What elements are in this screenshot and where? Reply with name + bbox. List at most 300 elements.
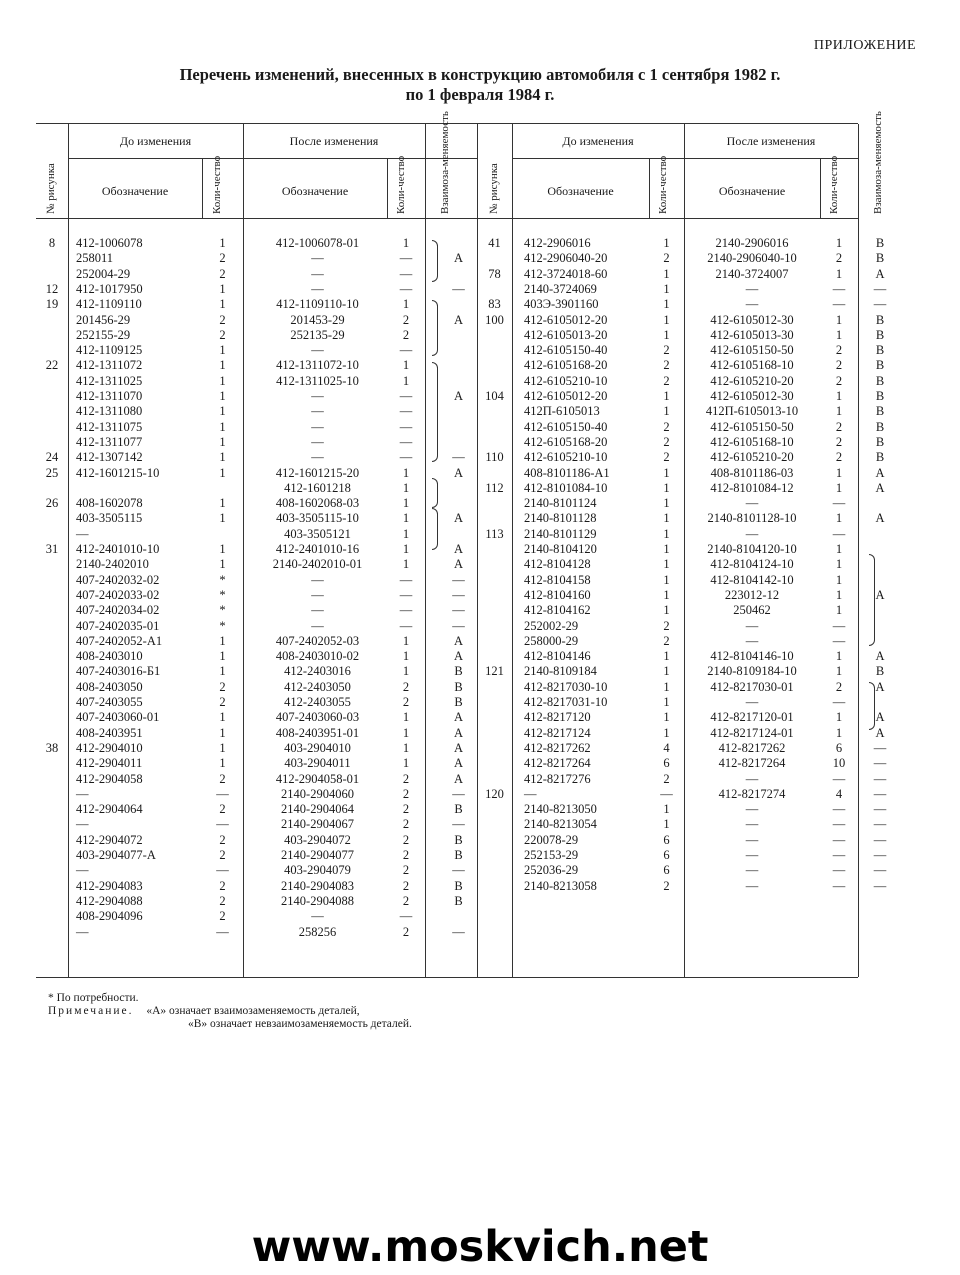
left-old-designation: 412-2904010 — [76, 740, 143, 755]
left-old-designation: 412-1311075 — [76, 419, 143, 434]
right-new-qty: 2 — [835, 373, 843, 388]
left-new-qty: — — [399, 572, 413, 587]
right-interchangeability: В — [875, 373, 885, 388]
left-new-designation: 2140-2402010-01 — [272, 557, 363, 572]
left-old-designation: 2140-2402010 — [76, 557, 149, 572]
right-new-qty: 1 — [835, 725, 843, 740]
left-interchangeability: В — [454, 679, 463, 694]
right-old-designation: 2140-8101128 — [524, 511, 597, 526]
left-old-designation: 201456-29 — [76, 312, 131, 327]
right-new-designation: — — [745, 496, 759, 511]
left-new-qty: — — [399, 434, 413, 449]
right-new-qty: 1 — [835, 266, 843, 281]
left-interchangeability: А — [453, 542, 464, 556]
left-new-designation: — — [311, 618, 324, 633]
right-fig-no: 78 — [488, 266, 501, 281]
left-fig-no: 24 — [45, 450, 59, 465]
left-new-qty: 1 — [402, 496, 410, 511]
left-interchangeability: — — [452, 863, 465, 878]
right-new-qty: 1 — [835, 572, 843, 587]
left-old-qty: 1 — [219, 710, 226, 725]
right-new-qty: — — [832, 878, 846, 893]
qty-header: Коли-чество — [657, 155, 669, 214]
right-old-designation: 412-8217264 — [524, 756, 591, 771]
left-old-qty: 2 — [219, 695, 226, 709]
left-new-designation: 412-1601215-20 — [275, 465, 360, 480]
left-new-qty: 2 — [402, 817, 410, 832]
left-old-qty: 2 — [219, 771, 226, 786]
right-new-designation: 412-8217030-01 — [710, 679, 794, 694]
title-line-1: Перечень изменений, внесенных в конструкцию автомобиля с 1 сентября 1982 г. — [179, 65, 781, 84]
right-old-designation: 2140-8213058 — [524, 878, 597, 893]
left-interchangeability: — — [452, 817, 465, 832]
right-old-qty: — — [660, 786, 673, 801]
left-new-qty: — — [399, 251, 413, 266]
right-new-qty: 2 — [835, 450, 843, 465]
left-old-designation: 412-1307142 — [76, 450, 143, 465]
right-old-qty: 2 — [663, 771, 670, 786]
left-old-designation: — — [76, 786, 89, 801]
right-old-designation: 2140-8213050 — [524, 802, 597, 817]
right-new-qty: 1 — [835, 557, 843, 572]
left-new-qty: 2 — [402, 679, 410, 694]
left-fig-no: 25 — [45, 465, 59, 480]
left-old-qty: 1 — [219, 434, 226, 449]
right-old-designation: 412-8104146 — [524, 649, 591, 664]
right-new-qty: 1 — [835, 312, 843, 327]
right-new-designation: 250462 — [733, 603, 771, 618]
left-new-qty: 1 — [402, 756, 410, 771]
right-old-qty: 1 — [663, 649, 670, 664]
left-new-designation: 412-2904058-01 — [275, 771, 360, 786]
left-fig-no: 12 — [45, 281, 59, 296]
left-interchangeability: А — [453, 725, 464, 740]
note-a: «А» означает взаимозаменяемость деталей, — [146, 1005, 360, 1017]
left-old-qty: 1 — [219, 740, 226, 755]
left-new-designation: — — [311, 572, 324, 587]
left-new-qty: 1 — [402, 236, 410, 250]
left-old-designation: 412-2904083 — [76, 878, 143, 893]
right-old-designation: 252153-29 — [524, 848, 579, 862]
right-old-qty: 1 — [663, 603, 670, 618]
right-old-designation: 412-6105013-20 — [524, 327, 608, 342]
right-old-qty: 1 — [663, 496, 670, 511]
left-old-qty: 2 — [219, 832, 226, 847]
left-new-designation: — — [311, 434, 324, 449]
left-interchangeability: — — [452, 587, 465, 602]
right-old-qty: 6 — [663, 848, 670, 862]
right-interchangeability: В — [875, 450, 885, 465]
left-old-qty: 2 — [219, 909, 226, 924]
right-old-designation: 220078-29 — [524, 832, 579, 847]
designation-header: Обозначение — [547, 184, 614, 198]
interchange-header: Взаимоза-меняемость — [872, 111, 884, 214]
right-old-qty: 1 — [663, 236, 670, 250]
right-new-designation: 412-6105210-20 — [710, 373, 794, 388]
right-old-designation: 412-6105012-20 — [524, 312, 608, 327]
right-new-qty: 1 — [835, 603, 843, 618]
right-new-qty: 1 — [835, 649, 843, 664]
left-new-qty: 2 — [402, 893, 410, 908]
left-new-designation: 412-2403016 — [284, 664, 351, 679]
right-old-qty: 1 — [663, 710, 670, 725]
right-interchangeability: — — [873, 771, 887, 786]
right-old-designation: 412-6105168-20 — [524, 434, 608, 449]
right-new-designation: — — [745, 771, 759, 786]
left-new-qty: 1 — [402, 465, 410, 480]
right-new-qty: 6 — [835, 740, 843, 755]
left-new-designation: — — [311, 281, 324, 296]
right-new-designation: 412-8217274 — [718, 786, 786, 801]
note-label: Примечание. — [48, 1005, 134, 1017]
left-old-designation: 412-1017950 — [76, 281, 143, 296]
left-old-qty: 1 — [219, 389, 226, 403]
left-fig-no: 22 — [45, 358, 59, 373]
left-interchangeability: А — [453, 771, 464, 786]
left-new-designation: 403-2904011 — [284, 756, 351, 771]
right-interchangeability: А — [875, 266, 885, 281]
right-interchangeability: — — [873, 281, 887, 296]
right-old-designation: 412-8217124 — [524, 725, 591, 740]
right-interchangeability: — — [873, 297, 887, 312]
after-header-left: После изменения — [289, 134, 379, 148]
left-new-designation: 252135-29 — [290, 327, 345, 342]
left-fig-no: 8 — [48, 236, 56, 250]
right-new-designation: 2140-8109184-10 — [707, 664, 797, 679]
left-interchangeability: А — [453, 649, 464, 664]
left-old-designation: 403-3505115 — [76, 511, 143, 526]
right-new-designation: — — [745, 281, 759, 296]
left-new-qty: — — [399, 603, 413, 618]
right-interchangeability: — — [873, 863, 887, 878]
left-interchangeability: А — [453, 710, 464, 725]
left-new-qty: 2 — [402, 771, 410, 786]
right-new-qty: — — [832, 526, 846, 541]
right-new-designation: — — [745, 633, 759, 648]
qty-header: Коли-чество — [828, 155, 840, 214]
right-old-designation: 408-8101186-А1 — [524, 465, 610, 480]
right-new-designation: 2140-3724007 — [715, 266, 789, 281]
right-old-designation: 412-6105012-20 — [524, 389, 608, 403]
right-old-designation: 412-8217262 — [524, 740, 591, 755]
left-old-qty: 1 — [219, 343, 226, 358]
right-new-designation: 412-6105012-30 — [710, 389, 794, 403]
left-new-qty: 1 — [402, 511, 410, 526]
left-old-designation: 407-2402034-02 — [76, 603, 160, 618]
right-new-designation: — — [745, 618, 759, 633]
left-interchangeability: В — [454, 802, 463, 817]
left-old-qty: — — [216, 924, 229, 939]
right-new-qty: 2 — [835, 679, 843, 694]
left-old-designation: 412-1006078 — [76, 236, 143, 250]
right-old-qty: 1 — [663, 679, 670, 694]
left-interchangeability: — — [452, 603, 465, 618]
left-new-qty: — — [399, 404, 413, 419]
right-old-designation: 412-8104160 — [524, 587, 591, 602]
left-old-designation: 407-2403016-Б1 — [76, 664, 161, 679]
left-new-designation: 403-2904010 — [284, 740, 351, 755]
title-line-2: по 1 февраля 1984 г. — [405, 85, 555, 104]
left-old-designation: — — [76, 817, 89, 832]
right-old-designation: 2140-8109184 — [524, 664, 597, 679]
fig-no-header: № рисунка — [45, 163, 57, 214]
right-old-qty: 1 — [663, 312, 670, 327]
right-fig-no: 121 — [485, 664, 504, 679]
left-old-qty: 1 — [219, 557, 226, 572]
right-interchangeability: В — [875, 419, 885, 434]
left-new-qty: 2 — [402, 863, 410, 878]
left-new-designation: 407-2403060-03 — [275, 710, 360, 725]
right-old-designation: 403Э-3901160 — [524, 297, 599, 312]
left-interchangeability: — — [452, 786, 465, 801]
left-old-designation: 407-2402052-А1 — [76, 633, 163, 648]
right-new-qty: 1 — [835, 236, 843, 250]
left-interchangeability: — — [452, 572, 465, 587]
left-new-qty: 2 — [402, 786, 410, 801]
left-new-qty: — — [399, 281, 413, 296]
right-fig-no: 112 — [485, 480, 504, 495]
right-interchangeability: — — [873, 832, 887, 847]
right-old-designation: 412-6105210-10 — [524, 450, 608, 465]
before-header-right: До изменения — [562, 134, 634, 148]
left-new-qty: — — [399, 587, 413, 602]
left-interchangeability: А — [453, 465, 464, 480]
left-new-designation: 407-2402052-03 — [275, 633, 360, 648]
group-brace — [432, 300, 438, 356]
right-old-qty: 2 — [663, 633, 670, 648]
right-new-designation: 408-8101186-03 — [710, 465, 794, 480]
left-old-designation: 412-2904058 — [76, 771, 143, 786]
left-old-qty: 1 — [219, 404, 226, 419]
right-old-qty: 2 — [663, 343, 670, 358]
right-old-qty: 2 — [663, 450, 670, 465]
right-old-qty: 6 — [663, 832, 670, 847]
left-new-designation: — — [311, 450, 324, 465]
left-new-designation: 408-2403951-01 — [275, 725, 360, 740]
right-new-designation: 412-8104124-10 — [710, 557, 794, 572]
right-fig-no: 41 — [488, 236, 501, 250]
right-interchangeability: — — [873, 756, 887, 771]
left-old-designation: 407-2402033-02 — [76, 587, 160, 602]
left-old-qty: 1 — [219, 358, 226, 373]
left-new-qty: 1 — [402, 740, 410, 755]
left-new-qty: 1 — [402, 297, 410, 312]
left-new-qty: — — [399, 419, 413, 434]
left-new-qty: 2 — [402, 802, 410, 817]
footnote: * По потребности. — [48, 992, 139, 1004]
left-old-designation: 412-2904011 — [76, 756, 143, 771]
left-new-qty: — — [399, 450, 413, 465]
notes — [48, 992, 412, 1031]
note-b: «В» означает невзаимозаменяемость деталей. — [188, 1018, 412, 1030]
right-fig-no: 83 — [488, 297, 501, 312]
left-old-qty: — — [216, 786, 229, 801]
left-new-qty: — — [399, 343, 413, 358]
left-new-designation: — — [311, 266, 324, 281]
right-old-qty: 1 — [663, 266, 670, 281]
right-new-qty: 2 — [835, 343, 843, 358]
right-old-designation: 412-6105150-40 — [524, 419, 608, 434]
left-old-designation: — — [76, 924, 89, 939]
right-old-designation: 412-8104128 — [524, 557, 591, 572]
right-old-designation: — — [524, 786, 537, 801]
right-fig-no: 104 — [485, 389, 504, 403]
right-new-qty: — — [832, 848, 846, 862]
right-old-qty: 2 — [663, 878, 670, 893]
left-interchangeability: — — [452, 450, 465, 465]
left-old-designation: 412-1311072 — [76, 358, 143, 373]
right-new-qty: 1 — [835, 480, 843, 495]
right-old-designation: 412-8217031-10 — [524, 695, 608, 709]
left-old-qty: 2 — [219, 251, 226, 266]
left-old-qty: * — [219, 587, 226, 602]
right-old-designation: 2140-8213054 — [524, 817, 597, 832]
left-old-designation: 412-2401010-10 — [76, 542, 160, 556]
right-interchangeability: — — [873, 848, 887, 862]
left-interchangeability: — — [452, 924, 465, 939]
right-old-designation: 412-6105150-40 — [524, 343, 608, 358]
left-new-designation: — — [311, 389, 324, 403]
right-new-qty: — — [832, 695, 846, 709]
right-new-designation: 2140-8104120-10 — [707, 542, 797, 556]
left-interchangeability: А — [453, 389, 464, 403]
left-new-qty: 1 — [402, 725, 410, 740]
left-new-qty: 1 — [402, 664, 410, 679]
right-interchangeability: В — [875, 236, 885, 250]
right-old-qty: 1 — [663, 725, 670, 740]
left-old-qty: 1 — [219, 664, 226, 679]
left-interchangeability: — — [452, 618, 465, 633]
right-interchangeability: А — [875, 480, 885, 495]
right-interchangeability: В — [875, 251, 885, 266]
left-old-qty: * — [219, 603, 226, 618]
left-new-designation: 258256 — [298, 924, 337, 939]
left-old-designation: 408-2904096 — [76, 909, 143, 924]
left-old-qty: 1 — [219, 236, 226, 250]
left-new-qty: — — [399, 389, 413, 403]
left-new-designation: — — [311, 909, 324, 924]
right-new-qty: — — [832, 297, 846, 312]
left-new-qty: 1 — [402, 480, 410, 495]
right-new-designation: 412-8217124-01 — [710, 725, 794, 740]
right-new-qty: 1 — [835, 542, 843, 556]
right-new-designation: — — [745, 802, 759, 817]
right-fig-no: 100 — [485, 312, 504, 327]
left-new-designation: 412-2403050 — [284, 679, 351, 694]
left-old-qty: * — [219, 618, 226, 633]
left-new-designation: — — [311, 419, 324, 434]
left-new-designation: 408-2403010-02 — [275, 649, 360, 664]
right-new-qty: 1 — [835, 389, 843, 403]
right-interchangeability: А — [875, 465, 885, 480]
left-new-qty: — — [399, 909, 413, 924]
right-old-designation: 252036-29 — [524, 863, 579, 878]
left-old-qty: 2 — [219, 312, 226, 327]
left-old-qty: 1 — [219, 373, 226, 388]
left-old-designation: — — [76, 526, 89, 541]
right-old-designation: 2140-8104120 — [524, 542, 597, 556]
left-new-designation: — — [311, 343, 324, 358]
left-new-designation: — — [311, 251, 324, 266]
right-old-designation: 258000-29 — [524, 633, 579, 648]
right-interchangeability: В — [875, 389, 885, 403]
left-old-designation: 403-2904077-А — [76, 848, 156, 862]
right-old-qty: 1 — [663, 281, 670, 296]
left-old-designation: 408-2403010 — [76, 649, 143, 664]
right-old-designation: 412П-6105013 — [524, 404, 600, 419]
right-new-qty: 2 — [835, 251, 843, 266]
right-new-qty: 2 — [835, 434, 843, 449]
left-old-qty: 2 — [219, 266, 226, 281]
right-interchangeability: В — [875, 664, 885, 679]
left-old-qty: 1 — [219, 756, 226, 771]
right-old-qty: 1 — [663, 587, 670, 602]
left-old-designation: 412-1311080 — [76, 404, 143, 419]
right-interchangeability: — — [873, 740, 887, 755]
right-interchangeability: А — [875, 725, 885, 740]
right-old-designation: 412-6105210-10 — [524, 373, 608, 388]
left-new-designation: 2140-2904060 — [281, 786, 354, 801]
left-old-designation: 412-2904072 — [76, 832, 143, 847]
left-new-qty: 2 — [402, 327, 410, 342]
right-old-qty: 1 — [663, 664, 670, 679]
right-new-qty: 1 — [835, 664, 843, 679]
qty-header: Коли-чество — [211, 155, 223, 214]
right-old-qty: 2 — [663, 419, 670, 434]
left-old-qty: 1 — [219, 450, 226, 465]
note-line-a — [48, 1005, 412, 1018]
left-old-qty: 2 — [219, 327, 226, 342]
right-new-qty: 1 — [835, 587, 843, 602]
right-old-qty: 1 — [663, 542, 670, 556]
right-new-designation: 412-6105150-50 — [710, 343, 794, 358]
left-new-designation: 2140-2904067 — [281, 817, 354, 832]
right-new-qty: 1 — [835, 404, 843, 419]
right-interchangeability: В — [875, 343, 885, 358]
right-new-qty: 1 — [835, 511, 843, 526]
right-old-designation: 252002-29 — [524, 618, 579, 633]
right-old-qty: 1 — [663, 389, 670, 403]
left-old-designation: 408-2403050 — [76, 679, 143, 694]
right-new-designation: 412-6105013-30 — [710, 327, 794, 342]
right-old-qty: 1 — [663, 557, 670, 572]
right-new-designation: 412-8217264 — [718, 756, 786, 771]
left-new-designation: 412-1311072-10 — [276, 358, 359, 373]
right-new-qty: 2 — [835, 419, 843, 434]
right-old-designation: 412-8217030-10 — [524, 679, 608, 694]
left-old-designation: 412-2904064 — [76, 802, 143, 817]
right-new-designation: — — [745, 832, 759, 847]
right-new-qty: — — [832, 771, 846, 786]
right-new-qty: 2 — [835, 358, 843, 373]
right-new-designation: — — [745, 526, 759, 541]
left-interchangeability: В — [454, 878, 463, 893]
left-new-qty: 2 — [402, 878, 410, 893]
right-new-designation: 2140-8101128-10 — [707, 511, 797, 526]
left-old-designation: 407-2402035-01 — [76, 618, 160, 633]
left-interchangeability: А — [453, 511, 464, 526]
right-interchangeability: В — [875, 404, 885, 419]
left-old-qty: 2 — [219, 893, 226, 908]
left-interchangeability: А — [453, 740, 464, 755]
right-old-qty: 2 — [663, 251, 670, 266]
left-old-qty: 2 — [219, 802, 226, 817]
designation-header: Обозначение — [101, 184, 169, 198]
right-new-designation: — — [745, 695, 759, 709]
left-new-designation: — — [311, 587, 324, 602]
right-old-designation: 412-6105168-20 — [524, 358, 608, 373]
right-old-qty: 1 — [663, 465, 670, 480]
